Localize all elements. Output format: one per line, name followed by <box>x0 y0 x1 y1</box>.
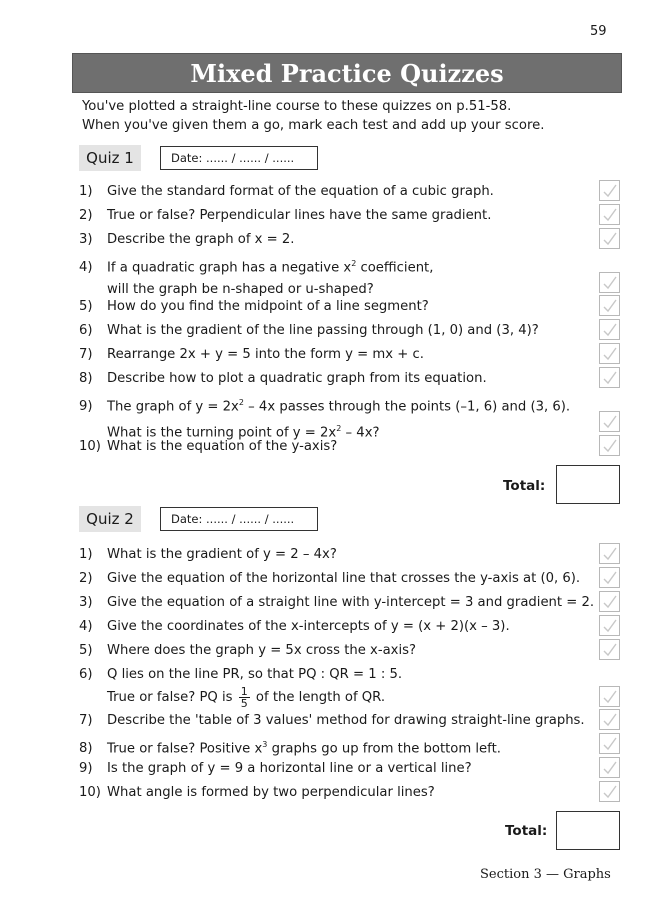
quiz2-answer-checkbox[interactable] <box>599 686 620 707</box>
quiz2-answer-checkbox[interactable] <box>599 591 620 612</box>
quiz2-total-label: Total: <box>505 823 548 839</box>
tick-icon <box>603 232 617 246</box>
quiz2-question: 8) True or false? Positive $x^3$ graphs go up from the bottom left. <box>79 740 501 757</box>
tick-icon <box>603 595 617 609</box>
quiz1-label: Quiz 1 <box>79 145 141 171</box>
quiz1-question: 4) If a quadratic graph has a negative $x^2$ coefficient, will the graph be n-shaped or u-shaped? <box>79 259 434 298</box>
tick-icon <box>603 571 617 585</box>
quiz1-question: 7) Rearrange 2x + y = 5 into the form y = mx + c. <box>79 347 424 362</box>
tick-icon <box>603 761 617 775</box>
quiz2-question: 7) Describe the 'table of 3 values' method for drawing straight-line graphs. <box>79 713 585 728</box>
quiz1-answer-checkbox[interactable] <box>599 272 620 293</box>
intro-line-2: When you've given them a go, mark each test and add up your score. <box>82 118 545 133</box>
page-title: Mixed Practice Quizzes <box>190 58 504 88</box>
quiz1-question: 2) True or false? Perpendicular lines have the same gradient. <box>79 208 492 223</box>
quiz1-question: 8) Describe how to plot a quadratic graph from its equation. <box>79 371 487 386</box>
intro-line-1: You've plotted a straight-line course to these quizzes on p.51-58. <box>82 99 512 114</box>
quiz2-answer-checkbox[interactable] <box>599 781 620 802</box>
tick-icon <box>603 690 617 704</box>
quiz1-date-box[interactable]: Date: ...... / ...... / ...... <box>160 146 318 170</box>
tick-icon <box>603 713 617 727</box>
quiz2-question: 10) What angle is formed by two perpendicular lines? <box>79 785 435 800</box>
tick-icon <box>603 276 617 290</box>
quiz1-total-box[interactable] <box>556 465 620 504</box>
quiz2-question: 1) What is the gradient of y = 2 – 4x? <box>79 547 337 562</box>
quiz1-question: 10) What is the equation of the y-axis? <box>79 439 338 454</box>
quiz1-answer-checkbox[interactable] <box>599 435 620 456</box>
quiz1-total-label: Total: <box>503 478 546 494</box>
fraction-one-fifth: $\frac{1}{5}$ <box>240 684 248 710</box>
quiz1-answer-checkbox[interactable] <box>599 228 620 249</box>
quiz2-answer-checkbox[interactable] <box>599 733 620 754</box>
quiz2-question: 2) Give the equation of the horizontal line that crosses the y-axis at (0, 6). <box>79 571 581 586</box>
quiz2-question: 4) Give the coordinates of the x-intercepts of y = (x + 2)(x – 3). <box>79 619 510 634</box>
quiz2-answer-checkbox[interactable] <box>599 567 620 588</box>
quiz1-question: 5) How do you find the midpoint of a line segment? <box>79 299 429 314</box>
page-number: 59 <box>590 24 607 39</box>
tick-icon <box>603 737 617 751</box>
quiz1-answer-checkbox[interactable] <box>599 180 620 201</box>
tick-icon <box>603 547 617 561</box>
quiz2-label: Quiz 2 <box>79 506 141 532</box>
tick-icon <box>603 643 617 657</box>
tick-icon <box>603 184 617 198</box>
intro-text <box>82 97 544 135</box>
tick-icon <box>603 415 617 429</box>
quiz2-answer-checkbox[interactable] <box>599 757 620 778</box>
quiz1-answer-checkbox[interactable] <box>599 319 620 340</box>
quiz2-question: 6) Q lies on the line PR, so that PQ : QR = 1 : 5. <box>79 667 403 682</box>
quiz2-answer-checkbox[interactable] <box>599 615 620 636</box>
quiz2-question-6-line2: True or false? PQ is $\frac{1}{5}$ of the length of QR. <box>107 684 386 710</box>
quiz1-question: 3) Describe the graph of x = 2. <box>79 232 295 247</box>
quiz1-question: 1) Give the standard format of the equation of a cubic graph. <box>79 184 494 199</box>
quiz1-question: 6) What is the gradient of the line passing through (1, 0) and (3, 4)? <box>79 323 539 338</box>
tick-icon <box>603 323 617 337</box>
tick-icon <box>603 371 617 385</box>
quiz2-date-box[interactable]: Date: ...... / ...... / ...... <box>160 507 318 531</box>
quiz1-answer-checkbox[interactable] <box>599 367 620 388</box>
footer-section: Section 3 — Graphs <box>480 867 611 882</box>
tick-icon <box>603 299 617 313</box>
tick-icon <box>603 619 617 633</box>
tick-icon <box>603 208 617 222</box>
quiz2-answer-checkbox[interactable] <box>599 639 620 660</box>
title-banner <box>72 53 622 93</box>
quiz1-answer-checkbox[interactable] <box>599 411 620 432</box>
quiz2-answer-checkbox[interactable] <box>599 709 620 730</box>
quiz2-question: 9) Is the graph of y = 9 a horizontal line or a vertical line? <box>79 761 472 776</box>
quiz1-answer-checkbox[interactable] <box>599 204 620 225</box>
tick-icon <box>603 439 617 453</box>
quiz2-total-box[interactable] <box>556 811 620 850</box>
quiz1-answer-checkbox[interactable] <box>599 295 620 316</box>
quiz1-question: 9) The graph of $y = 2x^2 - 4x$ passes through the points (–1, 6) and (3, 6). What is the turning point of $y = 2x^2 - 4x$? <box>79 398 571 441</box>
tick-icon <box>603 785 617 799</box>
tick-icon <box>603 347 617 361</box>
quiz2-answer-checkbox[interactable] <box>599 543 620 564</box>
quiz2-question: 3) Give the equation of a straight line with y-intercept = 3 and gradient = 2. <box>79 595 595 610</box>
quiz1-answer-checkbox[interactable] <box>599 343 620 364</box>
quiz2-question: 5) Where does the graph y = 5x cross the x-axis? <box>79 643 417 658</box>
